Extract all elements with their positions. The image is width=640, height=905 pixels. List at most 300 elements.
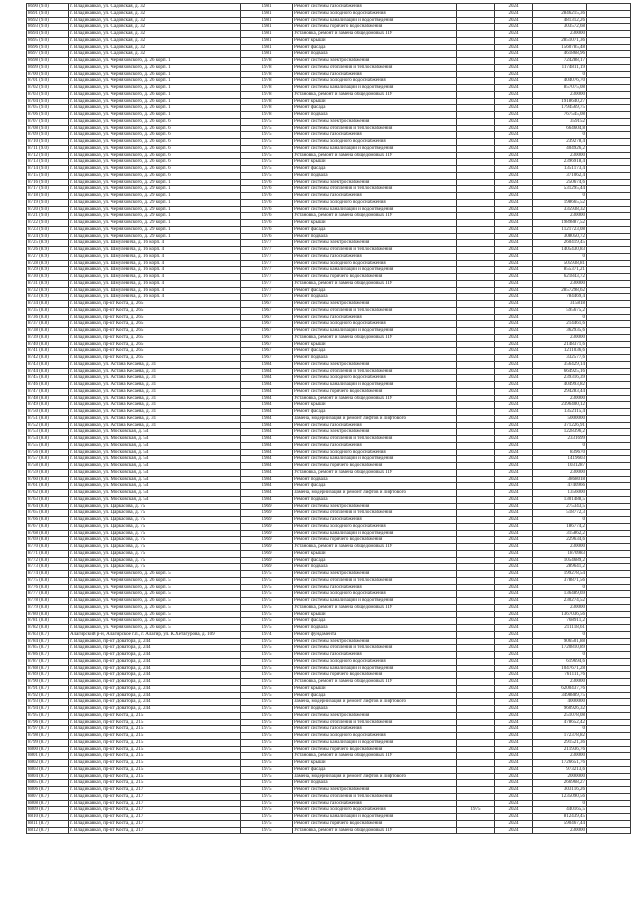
plan-year-cell: 2024 [495,361,533,368]
work-type-cell: Ремонт системы холодного водоснабжения [293,260,457,267]
plan-year-cell: 2024 [495,766,533,773]
table-row [27,375,631,382]
work-type-cell: Ремонт системы отопления и теплоснабжения [293,577,457,584]
empty-cell [587,280,631,287]
extra-cell [457,618,495,625]
extra-cell [457,766,495,773]
work-type-cell: Ремонт системы отопления и теплоснабжения [293,793,457,800]
cost-cell: 1367036,56 [533,611,587,618]
table-row [27,105,631,112]
cost-cell: 0 [533,584,587,591]
address-cell: г. Владикавказ, пр-кт Коста, д. 215 [69,773,241,780]
empty-cell [587,564,631,571]
extra-cell [457,746,495,753]
work-type-cell: Ремонт подвала [293,476,457,483]
build-year-cell: 1975 [241,118,293,125]
extra-cell [457,118,495,125]
extra-cell [457,463,495,470]
table-row [27,301,631,308]
empty-cell [587,355,631,362]
extra-cell [457,820,495,827]
work-type-cell: Ремонт системы электроснабжения [293,361,457,368]
cost-cell: 2331699 [533,436,587,443]
cost-cell: 1356000 [533,490,587,497]
build-year-cell: 1984 [241,375,293,382]
plan-year-cell: 2024 [495,449,533,456]
extra-cell [457,78,495,85]
address-cell: г. Владикавказ, пр-кт Коста, д. 215 [69,726,241,733]
row-id-cell: 8720 (9.0) [27,206,69,213]
address-cell: г. Владикавказ, пр-кт Коста, д. 265 [69,341,241,348]
empty-cell [587,787,631,794]
build-year-cell: 1975 [241,665,293,672]
work-type-cell: Ремонт подвала [293,564,457,571]
cost-cell: 266968,27 [533,780,587,787]
cost-cell: 136489,69 [533,591,587,598]
build-year-cell: 1975 [241,598,293,605]
work-type-cell: Ремонт системы отопления и теплоснабжения [293,368,457,375]
address-cell: г. Владикавказ, пр-кт Доватора, д. 244 [69,679,241,686]
work-type-cell: Установка, ремонт и замена общедомовых ПУ [293,31,457,38]
build-year-cell: 1975 [241,152,293,159]
work-type-cell: Ремонт системы канализации и водоотведения [293,145,457,152]
row-id-cell: 8799 (8.7) [27,739,69,746]
empty-cell [587,604,631,611]
extra-cell [457,564,495,571]
work-type-cell: Установка, ремонт и замена общедомовых ПУ [293,213,457,220]
work-type-cell: Ремонт подвала [293,233,457,240]
build-year-cell: 1975 [241,604,293,611]
table-row [27,827,631,834]
plan-year-cell: 2024 [495,341,533,348]
work-type-cell: Ремонт системы электроснабжения [293,787,457,794]
plan-year-cell: 2024 [495,240,533,247]
address-cell: г. Владикавказ, ул. Шмулевича, д. 16 корп. 4 [69,253,241,260]
empty-cell [587,64,631,71]
empty-cell [587,699,631,706]
row-id-cell: 8724 (9.0) [27,233,69,240]
empty-cell [587,773,631,780]
extra-cell [457,382,495,389]
cost-cell: 230000 [533,213,587,220]
address-cell: г. Владикавказ, ул. Черняховского, д. 26 корп. 1 [69,98,241,105]
build-year-cell: 1975 [241,814,293,821]
row-id-cell: 8708 (9.0) [27,125,69,132]
build-year-cell: 1975 [241,739,293,746]
table-row [27,294,631,301]
extra-cell [457,287,495,294]
table-row [27,456,631,463]
extra-cell [457,436,495,443]
cost-cell: 230000 [533,469,587,476]
cost-cell: 1720810,89 [533,645,587,652]
empty-cell [587,71,631,78]
plan-year-cell: 2024 [495,530,533,537]
row-id-cell: 8751 (8.8) [27,415,69,422]
extra-cell [457,604,495,611]
work-type-cell: Ремонт фасада [293,766,457,773]
work-type-cell: Ремонт подвала [293,780,457,787]
work-type-cell: Установка, ремонт и замена общедомовых ПУ [293,753,457,760]
cost-cell: 239316,39 [533,375,587,382]
row-id-cell: 8716 (9.0) [27,179,69,186]
work-type-cell: Ремонт системы электроснабжения [293,571,457,578]
table-row [27,787,631,794]
build-year-cell: 1984 [241,395,293,402]
address-cell: г. Владикавказ, ул. Астана Кесаева, д. 31 [69,422,241,429]
row-id-cell: 8699 (9.0) [27,64,69,71]
empty-cell [587,517,631,524]
address-cell: г. Владикавказ, ул. Садовская, д. 32 [69,4,241,11]
extra-cell [457,388,495,395]
row-id-cell: 8710 (9.0) [27,139,69,146]
work-type-cell: Ремонт крыши [293,611,457,618]
cost-cell: 211936,76 [533,746,587,753]
empty-cell [587,780,631,787]
plan-year-cell: 2024 [495,98,533,105]
empty-cell [587,368,631,375]
table-row [27,321,631,328]
table-row [27,577,631,584]
address-cell: г. Владикавказ, ул. Шмулевича, д. 16 корп. 4 [69,294,241,301]
plan-year-cell: 2024 [495,78,533,85]
build-year-cell: 1975 [241,706,293,713]
row-id-cell: 8793 (8.7) [27,699,69,706]
cost-cell: 0 [533,442,587,449]
work-type-cell: Ремонт крыши [293,760,457,767]
address-cell: г. Владикавказ, пр-кт Коста, д. 217 [69,793,241,800]
work-type-cell: Ремонт системы горячего водоснабжения [293,274,457,281]
build-year-cell: 1976 [241,186,293,193]
plan-year-cell: 2024 [495,793,533,800]
empty-cell [587,510,631,517]
table-row [27,699,631,706]
build-year-cell: 1975 [241,571,293,578]
empty-cell [587,523,631,530]
row-id-cell: 8734 (8.8) [27,301,69,308]
cost-cell: 4000000 [533,699,587,706]
build-year-cell: 1981 [241,44,293,51]
address-cell: г. Владикавказ, пр-кт Коста, д. 265 [69,307,241,314]
row-id-cell: 8794 (8.7) [27,706,69,713]
table-row [27,611,631,618]
plan-year-cell: 2024 [495,348,533,355]
empty-cell [587,766,631,773]
address-cell: г. Владикавказ, пр-кт Коста, д. 217 [69,807,241,814]
row-id-cell: 8743 (8.8) [27,361,69,368]
table-row [27,571,631,578]
row-id-cell: 8772 (8.8) [27,557,69,564]
address-cell: г. Владикавказ, ул. Черняховского, д. 26 корп. 1 [69,112,241,119]
cost-cell: 371226,91 [533,422,587,429]
address-cell: г. Владикавказ, ул. Астана Кесаева, д. 31 [69,395,241,402]
build-year-cell: 1984 [241,402,293,409]
extra-cell [457,71,495,78]
empty-cell [587,193,631,200]
cost-cell: 214461,6 [533,321,587,328]
empty-cell [587,348,631,355]
extra-cell [457,193,495,200]
work-type-cell: Ремонт системы отопления и теплоснабжения [293,125,457,132]
cost-cell: 289641,2 [533,564,587,571]
plan-year-cell: 2024 [495,456,533,463]
empty-cell [587,206,631,213]
table-row [27,31,631,38]
work-type-cell: Ремонт системы холодного водоснабжения [293,807,457,814]
empty-cell [587,611,631,618]
plan-year-cell: 2024 [495,145,533,152]
table-row [27,665,631,672]
cost-cell: 505938,81 [533,260,587,267]
table-row [27,193,631,200]
cost-cell: 6200437,76 [533,685,587,692]
extra-cell [457,422,495,429]
extra-cell [457,496,495,503]
extra-cell [457,294,495,301]
cost-cell: 230274,52 [533,598,587,605]
build-year-cell: 1975 [241,780,293,787]
empty-cell [587,679,631,686]
row-id-cell: 8709 (9.0) [27,132,69,139]
table-row [27,436,631,443]
empty-cell [587,807,631,814]
work-type-cell: Ремонт подвала [293,496,457,503]
table-row [27,37,631,44]
plan-year-cell: 2024 [495,118,533,125]
build-year-cell: 1975 [241,577,293,584]
work-type-cell: Ремонт фасада [293,44,457,51]
work-type-cell: Ремонт системы отопления и теплоснабжения [293,186,457,193]
empty-cell [587,4,631,11]
row-id-cell: 8732 (8.9) [27,287,69,294]
plan-year-cell: 2024 [495,247,533,254]
table-row [27,166,631,173]
address-cell: г. Владикавказ, ул. Московская, д. 54 [69,469,241,476]
work-type-cell: Установка, ремонт и замена общедомовых ПУ [293,604,457,611]
table-row [27,469,631,476]
plan-year-cell: 2024 [495,64,533,71]
cost-cell: 724288,17 [533,58,587,65]
plan-year-cell: 2024 [495,334,533,341]
plan-year-cell: 2024 [495,699,533,706]
build-year-cell: 1975 [241,712,293,719]
extra-cell [457,712,495,719]
address-cell: г. Владикавказ, пр-кт Коста, д. 217 [69,800,241,807]
extra-cell [457,523,495,530]
table-row [27,766,631,773]
plan-year-cell: 2024 [495,591,533,598]
address-cell: г. Владикавказ, ул. Астана Кесаева, д. 31 [69,402,241,409]
row-id-cell: 8748 (8.8) [27,395,69,402]
build-year-cell: 1976 [241,213,293,220]
work-type-cell: Ремонт фундамента [293,631,457,638]
cost-cell: 0 [533,631,587,638]
build-year-cell: 1981 [241,51,293,58]
table-row [27,44,631,51]
plan-year-cell: 2024 [495,760,533,767]
table-row [27,793,631,800]
build-year-cell: 1967 [241,321,293,328]
table-row [27,631,631,638]
table-row [27,64,631,71]
empty-cell [587,753,631,760]
empty-cell [587,17,631,24]
work-type-cell: Ремонт системы газоснабжения [293,517,457,524]
plan-year-cell: 2024 [495,469,533,476]
plan-year-cell: 2024 [495,37,533,44]
extra-cell [457,652,495,659]
address-cell: г. Владикавказ, ул. Шмулевича, д. 16 корп. 4 [69,287,241,294]
work-type-cell: Ремонт системы электроснабжения [293,179,457,186]
address-cell: г. Владикавказ, ул. Садовская, д. 32 [69,31,241,38]
cost-cell: 0 [533,193,587,200]
row-id-cell: 8802 (8.7) [27,760,69,767]
cost-cell: 0 [533,517,587,524]
table-row [27,564,631,571]
extra-cell [457,800,495,807]
table-row [27,152,631,159]
row-id-cell: 8767 (8.8) [27,523,69,530]
extra-cell [457,10,495,17]
address-cell: г. Владикавказ, пр-кт Доватора, д. 244 [69,692,241,699]
build-year-cell: 1975 [241,611,293,618]
table-row [27,618,631,625]
empty-cell [587,496,631,503]
build-year-cell: 1975 [241,726,293,733]
table-row [27,4,631,11]
build-year-cell: 1984 [241,476,293,483]
empty-cell [587,159,631,166]
row-id-cell: 8741 (8.8) [27,348,69,355]
work-type-cell: Ремонт системы канализации и водоотведения [293,382,457,389]
row-id-cell: 8762 (8.8) [27,490,69,497]
plan-year-cell: 2024 [495,402,533,409]
plan-year-cell: 2024 [495,827,533,834]
extra-cell [457,503,495,510]
work-type-cell: Ремонт системы холодного водоснабжения [293,10,457,17]
plan-year-cell: 2024 [495,193,533,200]
extra-cell [457,44,495,51]
empty-cell [587,152,631,159]
plan-year-cell: 2024 [495,503,533,510]
cost-cell: 1352115,4 [533,409,587,416]
cost-cell: 250674,6 [533,179,587,186]
address-cell: г. Владикавказ, ул. Черняховского, д. 26 корп. 1 [69,78,241,85]
empty-cell [587,760,631,767]
address-cell: г. Владикавказ, ул. Шмулевича, д. 16 корп. 4 [69,247,241,254]
address-cell: г. Владикавказ, ул. Астана Кесаева, д. 31 [69,382,241,389]
extra-cell [457,409,495,416]
table-row [27,712,631,719]
empty-cell [587,267,631,274]
address-cell: г. Владикавказ, ул. Черняховского, д. 29 корп. 1 [69,193,241,200]
empty-cell [587,253,631,260]
extra-cell [457,584,495,591]
empty-cell [587,145,631,152]
extra-cell [457,355,495,362]
table-row [27,98,631,105]
build-year-cell: 1967 [241,334,293,341]
extra-cell [457,577,495,584]
work-type-cell: Установка, ремонт и замена общедомовых ПУ [293,280,457,287]
plan-year-cell: 2024 [495,490,533,497]
extra-cell [457,253,495,260]
extra-cell [457,638,495,645]
empty-cell [587,456,631,463]
extra-cell [457,274,495,281]
table-row [27,449,631,456]
empty-cell [587,429,631,436]
extra-cell [457,98,495,105]
table-row [27,490,631,497]
row-id-cell: 8782 (8.8) [27,625,69,632]
table-row [27,341,631,348]
address-cell: г. Владикавказ, ул. Черняховского, д. 26 корп. 5 [69,618,241,625]
cost-cell: 404926,2 [533,145,587,152]
plan-year-cell: 2024 [495,598,533,605]
extra-cell [457,827,495,834]
row-id-cell: 8715 (9.0) [27,172,69,179]
plan-year-cell: 2024 [495,233,533,240]
row-id-cell: 8805 (8.7) [27,780,69,787]
empty-cell [587,314,631,321]
table-row [27,523,631,530]
address-cell: г. Владикавказ, пр-кт Коста, д. 215 [69,746,241,753]
capital-repair-table [26,3,631,834]
address-cell: г. Владикавказ, пр-кт Коста, д. 265 [69,348,241,355]
build-year-cell: 1975 [241,753,293,760]
work-type-cell: Ремонт фасада [293,557,457,564]
row-id-cell: 8774 (8.8) [27,571,69,578]
plan-year-cell: 2024 [495,679,533,686]
table-row [27,334,631,341]
build-year-cell: 1975 [241,172,293,179]
address-cell: г. Владикавказ, пр-кт Коста, д. 215 [69,719,241,726]
extra-cell [457,179,495,186]
cost-cell: 1419603 [533,456,587,463]
cost-cell: 518772,3 [533,510,587,517]
build-year-cell: 1976 [241,226,293,233]
plan-year-cell: 2024 [495,625,533,632]
work-type-cell: Ремонт крыши [293,341,457,348]
build-year-cell: 1981 [241,31,293,38]
empty-cell [587,388,631,395]
table-row [27,118,631,125]
extra-cell [457,719,495,726]
empty-cell [587,247,631,254]
work-type-cell: Ремонт фасада [293,348,457,355]
extra-cell [457,328,495,335]
work-type-cell: Ремонт подвала [293,355,457,362]
row-id-cell: 8736 (8.8) [27,314,69,321]
empty-cell [587,382,631,389]
table-row [27,530,631,537]
plan-year-cell: 2024 [495,604,533,611]
address-cell: г. Владикавказ, ул. Черняховского, д. 26 корп. 6 [69,118,241,125]
cost-cell: 664925,16 [533,368,587,375]
empty-cell [587,78,631,85]
extra-cell [457,51,495,58]
row-id-cell: 8695 (9.0) [27,37,69,44]
cost-cell: 229634,6 [533,537,587,544]
work-type-cell: Ремонт системы холодного водоснабжения [293,139,457,146]
extra-cell [457,58,495,65]
extra-cell [457,307,495,314]
extra-cell [457,550,495,557]
plan-year-cell: 2024 [495,125,533,132]
plan-year-cell: 2024 [495,807,533,814]
address-cell: г. Владикавказ, пр-кт Коста, д. 215 [69,760,241,767]
